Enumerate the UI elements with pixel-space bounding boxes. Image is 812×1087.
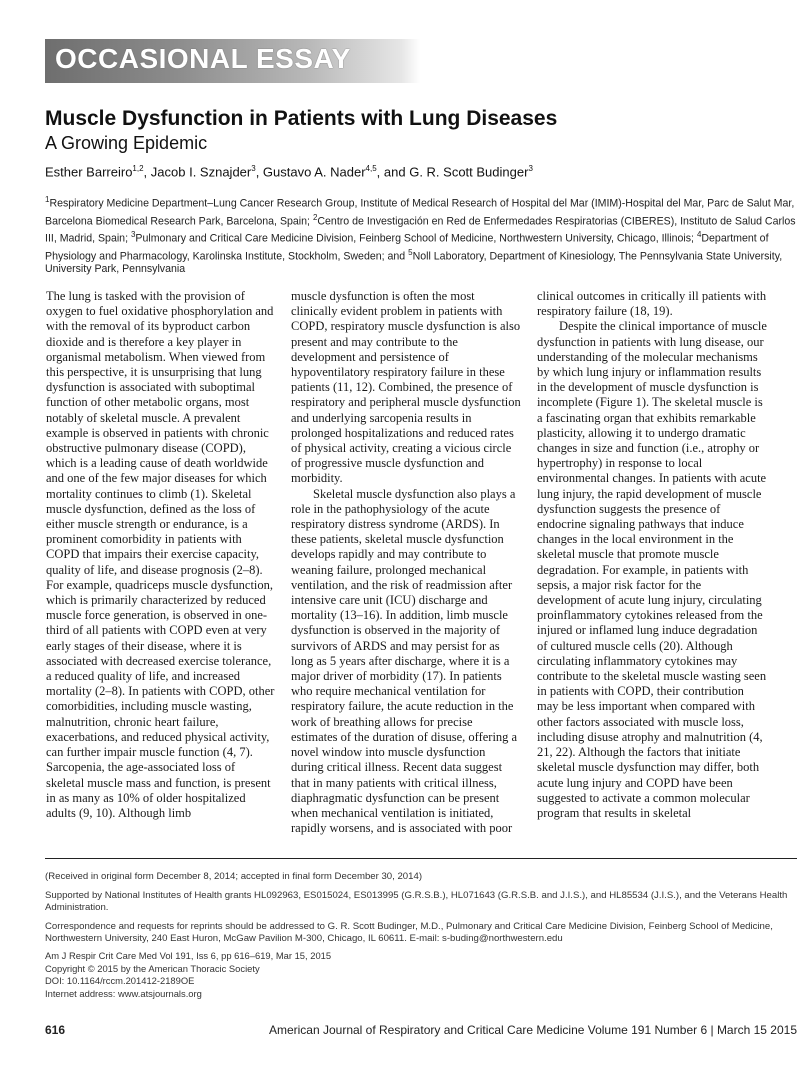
- citation-block: [45, 950, 331, 1000]
- author-separator: ,: [143, 164, 151, 180]
- affil-sup: 5: [408, 247, 413, 257]
- received-dates: (Received in original form December 8, 2014; accepted in final form December 30, 2014): [45, 871, 423, 882]
- section-label: OCCASIONAL ESSAY: [55, 43, 351, 74]
- affiliations: [45, 193, 800, 276]
- body-paragraph: Skeletal muscle dysfunction also plays a role in the pathophysiology of the acute respiratory distress syndrome (ARDS). In these patients, skeletal muscle dysfunction develops rapidly and may contribute to weaning failure, prolonged mechanical ventilation, and the risk of readmission after intensive care unit (ICU) discharge and mortality (13–16). In addition, limb muscle dysfunction is observed in the majority of survivors of ARDS and may persist for as long as 5 years after discharge, where it is a major driver of morbidity (17). In patients who require mechanical ventilation for respiratory failure, the acute reduction in the work of breathing allows for precise estimates of the duration of disuse, offering a novel window into muscle dysfunction during critical illness. Recent data suggest that in many patients with critical illness, diaphragmatic dysfunction can be present when mechanical ventilation is initiated, rapidly worsens, and is associated with poor: [291, 486, 518, 836]
- journal-reference: Am J Respir Crit Care Med Vol 191, Iss 6, pp 616–619, Mar 15, 2015: [45, 950, 332, 961]
- affil-sup: 2: [312, 212, 318, 222]
- author-name: G. R. Scott Budinger: [409, 164, 529, 180]
- internet-address: Internet address: www.atsjournals.org: [45, 987, 202, 999]
- author-affil-sup: 1,2: [132, 164, 144, 173]
- body-paragraph: Despite the clinical importance of muscle dysfunction in patients with lung disease, our understanding of the molecular mechanisms by which lung injury or inflammation results in the development of muscle dysfunction is incomplete (Figure 1). The skeletal muscle is a fascinating organ that exhibits remarkable plasticity, allowing it to undergo dramatic changes in size and function (i.e., atrophy or hypertrophy) in response to local environmental changes. In patients with acute lung injury, the rapid development of muscle dysfunction suggests the presence of endocrine signaling pathways that induce changes in the local environment in the skeletal muscle that promote muscle degradation. For example, in patients with sepsis, a major risk factor for the development of acute lung injury, circulating proinflammatory cytokines released from the injured or inflamed lung induce degradation of cultured muscle cells (20). Although circulating inflammatory cytokines may contribute to the skeletal muscle wasting seen in patients with COPD, their contribution may be less important when compared with other factors associated with muscle loss, including disuse atrophy and malnutrition (4, 21, 22). Although the factors that initiate skeletal muscle dysfunction may differ, both acute lung injury and COPD have been suggested to activate a common molecular program that results in skeletal: [537, 319, 767, 820]
- author-list: [45, 164, 533, 179]
- author-affil-sup: 4,5: [365, 164, 377, 173]
- affiliation: Centro de Investigación en Red de Enfermedades Respiratorias (CIBERES), Instituto de Salud Carlos III, Madrid, Spain;: [45, 215, 796, 245]
- author-name: Gustavo A. Nader: [262, 164, 366, 180]
- author-name: Esther Barreiro: [45, 164, 133, 180]
- body-paragraph: clinical outcomes in critically ill patients with respiratory failure (18, 19).: [537, 289, 767, 319]
- body-paragraph: muscle dysfunction is often the most clinically evident problem in patients with COPD, respiratory muscle dysfunction is also present and may contribute to the development and persistence of hypoventilatory respiratory failure in these patients (11, 12). Combined, the presence of respiratory and peripheral muscle dysfunction and underlying sarcopenia results in prolonged hospitalizations and reduced rates of physical activity, creating a vicious circle of progressive muscle dysfunction and morbidity.: [291, 289, 521, 486]
- article-subtitle: A Growing Epidemic: [45, 133, 208, 153]
- footnotes: [45, 871, 800, 952]
- author-affil-sup: 3: [251, 164, 256, 173]
- doi: DOI: 10.1164/rccm.201412-2189OE: [45, 975, 195, 986]
- affiliation: Respiratory Medicine Department–Lung Cancer Research Group, Institute of Medical Research of Hospital del Mar (IMIM)-Hospital del Mar, Parc de Salut Mar, Barcelona Biomedical Research Park, Barcelona, Spain;: [45, 197, 795, 228]
- article-title: Muscle Dysfunction in Patients with Lung Diseases: [45, 107, 558, 130]
- affil-sup: 4: [696, 230, 702, 240]
- body-column-2: [291, 289, 521, 836]
- correspondence: Correspondence and requests for reprints should be addressed to G. R. Scott Budinger, M.D., Pulmonary and Critical Care Medicine Division, Feinberg School of Medicine, Northwestern University, 240 East Huron, McGaw Pavilion M-300, Chicago, IL 60611. E-mail: s-buding@northwestern.edu: [45, 921, 773, 944]
- affiliation: Pulmonary and Critical Care Medicine Division, Feinberg School of Medicine, Northwestern University, Chicago, Illinois;: [135, 232, 697, 245]
- section-banner: [45, 39, 420, 83]
- journal-footer-line: American Journal of Respiratory and Critical Care Medicine Volume 191 Number 6 | March 15 2015: [268, 1023, 797, 1037]
- affiliation: Noll Laboratory, Department of Kinesiology, The Pennsylvania State University, University Park, Pennsylvania: [45, 250, 783, 276]
- body-column-3: [537, 289, 767, 821]
- copyright: Copyright © 2015 by the American Thoracic Society: [45, 962, 260, 974]
- page-number: 616: [45, 1023, 66, 1037]
- body-paragraph: The lung is tasked with the provision of oxygen to fuel oxidative phosphorylation and with the removal of its byproduct carbon dioxide and is therefore a key player in organismal metabolism. When viewed from this perspective, it is unsurprising that lung dysfunction is associated with suboptimal function of other metabolic organs, most notably of skeletal muscle. A prevalent example is observed in patients with chronic obstructive pulmonary disease (COPD), which is a leading cause of death worldwide and one of the few major diseases for which mortality continues to climb (1). Skeletal muscle dysfunction, defined as the loss of either muscle strength or endurance, is a prominent comorbidity in patients with COPD that impairs their exercise capacity, quality of life, and disease prognosis (2–8). For example, quadriceps muscle dysfunction, which is primarily characterized by reduced muscle force generation, is observed in one-third of all patients with COPD even at very early stages of their disease, where it is associated with decreased exercise tolerance, a reduced quality of life, and increased mortality (2–8). In patients with COPD, other comorbidities, including muscle wasting, malnutrition, chronic heart failure, exacerbations, and reduced physical activity, can further impair muscle function (4, 7). Sarcopenia, the age-associated loss of skeletal muscle mass and function, is present in as many as 10% of older hospitalized adults (9, 10). Although limb: [46, 289, 275, 820]
- affiliation: Department of Physiology and Pharmacology, Karolinska Institute, Stockholm, Sweden; and: [45, 232, 769, 263]
- footnote-divider: [45, 858, 797, 859]
- affil-sup: 3: [130, 230, 136, 240]
- affil-sup: 1: [45, 195, 50, 204]
- author-name: Jacob I. Sznajder: [150, 164, 252, 180]
- body-column-1: [46, 289, 276, 821]
- author-affil-sup: 3: [528, 164, 533, 173]
- author-separator: ,: [255, 164, 263, 180]
- funding-statement: Supported by National Institutes of Health grants HL092963, ES015024, ES013995 (G.R.S.B.), HL071643 (G.R.S.B. and J.I.S.), and HL85534 (J.I.S.), and the Veterans Health Administration.: [45, 890, 788, 913]
- author-separator: , and: [376, 164, 410, 180]
